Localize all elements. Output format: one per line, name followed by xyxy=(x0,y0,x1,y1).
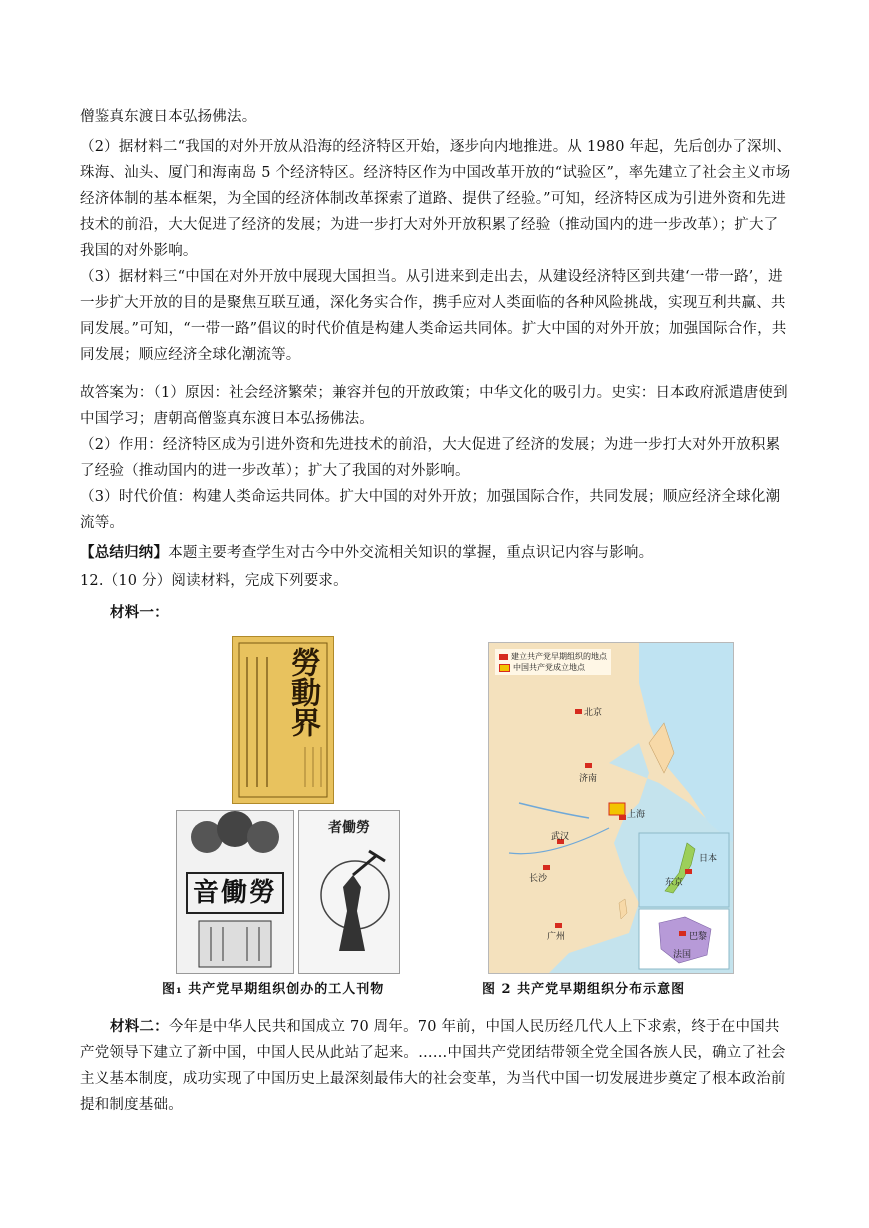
figure-1-caption: 图₁ 共产党早期组织创办的工人刊物 xyxy=(162,982,385,997)
red-flag-icon xyxy=(499,654,508,660)
answer-paragraph-3: （3）据材料三“中国在对外开放中展现大国担当。从引进来到走出去，从建设经济特区到共建‘一带一路’，进一步扩大开放的目的是聚焦互联互通，深化务实合作，携手应对人类面临的各种风险挑战，实现互利共赢、共同发展。”可知，“一带一路”倡议的时代价值是构建人类命运共同体。扩大中国的对外开放；加强国际合作，共同发展；顺应经济全球化潮流等。 xyxy=(80,269,787,363)
legend-item-party-founding: 中国共产党成立地点 xyxy=(499,662,607,673)
material-2-paragraph xyxy=(80,1014,792,1118)
journal-title-top: 者働勞 xyxy=(328,820,370,836)
answer-paragraph-2: （2）据材料二“我国的对外开放从沿海的经济特区开始，逐步向内地推进。从 1980 年起，先后创办了深圳、珠海、汕头、厦门和海南岛 5 个经济特区。经济特区作为中国改革开放的“试验区”，率先建立了社会主义市场经济体制的基本框架，为全国的经济体制改革探索了道路、提供了经验。”可知，经济特区成为引进外资和先进技术的前沿，大大促进了经济的发展；为进一步打大对外开放积累了经验（推动国内的进一步改革）；扩大了我国的对外影响。 xyxy=(80,139,792,259)
question-12-heading: 12.（10 分）阅读材料，完成下列要求。 xyxy=(80,573,348,589)
summary-line xyxy=(80,540,792,566)
summary-label: 【总结归纳】 xyxy=(80,544,169,561)
journal-cover-laodongyin xyxy=(176,810,294,974)
material-2-label: 材料二： xyxy=(110,1018,169,1035)
city-label-tokyo: 东京 xyxy=(665,878,684,888)
summary-text: 本题主要考查学生对古今中外交流相关知识的掌握，重点识记内容与影响。 xyxy=(168,545,654,561)
final-answer-2: （2）作用：经济特区成为引进外资和先进技术的前沿，大大促进了经济的发展；为进一步打大对外开放积累了经验（推动国内的进一步改革）；扩大了我国的对外影响。 xyxy=(80,437,781,479)
map-legend xyxy=(495,649,611,675)
material-2-text: 今年是中华人民共和国成立 70 周年。70 年前，中国人民历经几代人上下求索，终于在中国共产党领导下建立了新中国，中国人民从此站了起来。……中国共产党团结带领全党全国各族人民，确立了社会主义基本制度，成功实现了中国历史上最深刻最伟大的社会变革，为当代中国一切发展进步奠定了根本政治前提和制度基础。 xyxy=(80,1019,786,1113)
legend-item-early-org: 建立共产党早期组织的地点 xyxy=(499,651,607,662)
material-1-label: 材料一： xyxy=(110,604,169,621)
journal-title-horizontal: 音働勞 xyxy=(192,878,277,908)
journal-title-vertical: 勞動界 xyxy=(285,647,320,737)
party-organization-map xyxy=(488,642,734,974)
journal-cover-laodongjie xyxy=(232,636,334,804)
city-label-wuhan: 武汉 xyxy=(551,832,570,842)
city-label-guangzhou: 广州 xyxy=(547,932,566,942)
city-label-beijing: 北京 xyxy=(584,708,603,718)
country-label-japan: 日本 xyxy=(699,854,718,864)
city-label-shanghai: 上海 xyxy=(627,810,646,820)
journal-cover-laodongzhe xyxy=(298,810,400,974)
final-answer-1: 故答案为：（1）原因：社会经济繁荣；兼容并包的开放政策；中华文化的吸引力。史实：日本政府派遣唐使到中国学习；唐朝高僧鉴真东渡日本弘扬佛法。 xyxy=(80,385,788,427)
figure-2-caption: 图 2 共产党早期组织分布示意图 xyxy=(482,982,686,997)
city-label-changsha: 长沙 xyxy=(529,874,548,884)
country-label-france: 法国 xyxy=(673,950,692,960)
text-line-continuation: 僧鉴真东渡日本弘扬佛法。 xyxy=(80,109,257,125)
city-label-paris: 巴黎 xyxy=(689,932,708,942)
final-answer-3: （3）时代价值：构建人类命运共同体。扩大中国的对外开放；加强国际合作，共同发展；顺应经济全球化潮流等。 xyxy=(80,489,781,531)
yellow-flag-icon xyxy=(499,664,510,672)
city-label-jinan: 济南 xyxy=(579,774,598,784)
